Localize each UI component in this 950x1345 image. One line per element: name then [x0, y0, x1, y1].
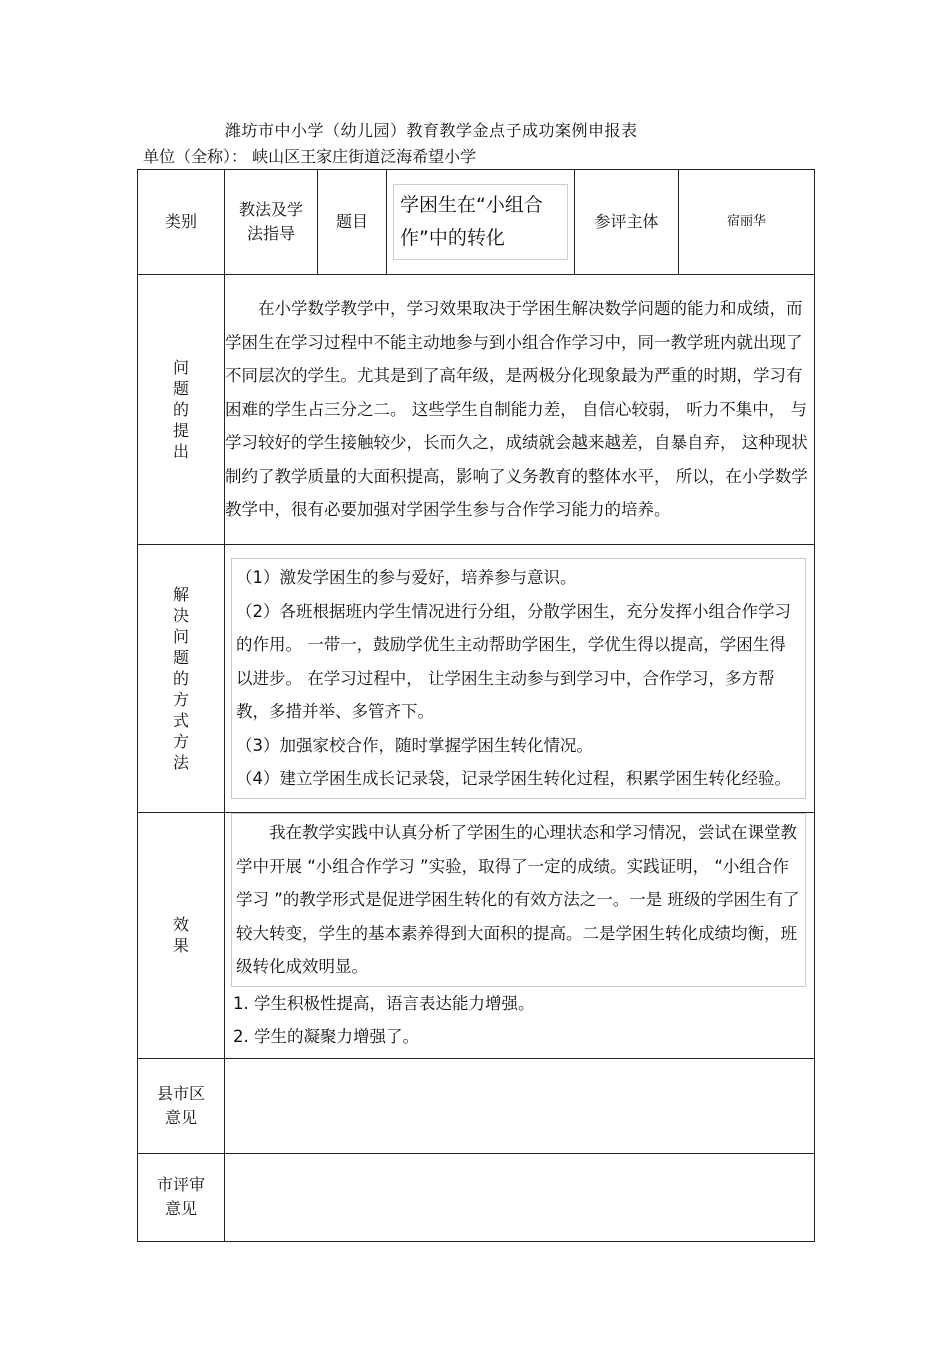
city-label: 市评审意见: [138, 1153, 225, 1241]
city-opinion: [225, 1153, 815, 1241]
method-item: （1）激发学困生的参与爱好，培养参与意识。: [236, 568, 577, 588]
methods-label: 解 决 问 题 的 方 式 方 法: [138, 545, 225, 813]
topic-value-cell: [387, 170, 575, 275]
problem-text: 在小学数学教学中，学习效果取决于学困生解决数学问题的能力和成绩，而学困生在学习过程中不能主动地参与到小组合作学习中，同一教学班内就出现了不同层次的学生。尤其是到了高年级，是两极分化现象最为严重的时期，学习有困难的学生占三分之二。 这些学生自制能力差， 自信心较弱， 听力不集中， 与学习较好的学生接触较少，长而久之，成绩就会越来越差，自暴自弃， 这种现状制约了教学质量的大面积提高，影响了义务教育的整体水平， 所以，在小学数学教学中，很有必要加强对学困学生参与合作学习能力的培养。: [225, 299, 808, 520]
county-row: [138, 1058, 815, 1153]
effect-text: 我在教学实践中认真分析了学困生的心理状态和学习情况，尝试在课堂教学中开展 “小组合作学习 ”实验，取得了一定的成绩。实践证明， “小组合作学习 ”的教学形式是促进学困生转化的有效方法之一。一是 班级的学困生有了较大转变，学生的基本素养得到大面积的提高。二是学困生转化成绩均衡，班级转化成效明显。: [236, 823, 800, 976]
county-opinion: [225, 1058, 815, 1153]
problem-row: [138, 275, 815, 545]
methods-row: [138, 545, 815, 813]
category-value: 教法及学法指导: [225, 170, 318, 275]
problem-label: 问 题 的 提 出: [138, 275, 225, 545]
method-item: （3）加强家校合作，随时掌握学困生转化情况。: [236, 735, 593, 755]
topic-label: 题目: [318, 170, 387, 275]
effect-label: 效 果: [138, 813, 225, 1059]
subject-value: 宿丽华: [679, 170, 815, 275]
unit-line: 单位（全称）： 峡山区王家庄街道泛海希望小学: [143, 147, 477, 166]
methods-text-cell: [225, 545, 815, 813]
info-row: [138, 170, 815, 275]
method-item: （2）各班根据班内学生情况进行分组，分散学困生，充分发挥小组合作学习的作用。 一带一，鼓励学优生主动帮助学困生，学优生得以提高，学困生得以进步。 在学习过程中， 让学困生主动参与到学习中，合作学习，多方帮教，多措并举、多管齐下。: [236, 601, 791, 722]
city-row: [138, 1153, 815, 1241]
effect-point: 2. 学生的凝聚力增强了。: [233, 1027, 419, 1046]
application-form-table: [137, 169, 815, 1242]
effect-row: [138, 813, 815, 1059]
form-title: 潍坊市中小学（幼儿园）教育教学金点子成功案例申报表: [225, 121, 638, 140]
subject-label: 参评主体: [575, 170, 679, 275]
category-label: 类别: [138, 170, 225, 275]
problem-text-cell: [225, 275, 815, 545]
effect-point: 1. 学生积极性提高，语言表达能力增强。: [233, 993, 535, 1013]
method-item: （4）建立学困生成长记录袋，记录学困生转化过程，积累学困生转化经验。: [236, 769, 791, 789]
county-label: 县市区意见: [138, 1058, 225, 1153]
effect-text-cell: [225, 813, 815, 1059]
topic-value: 学困生在“小组合作”中的转化: [393, 184, 568, 260]
